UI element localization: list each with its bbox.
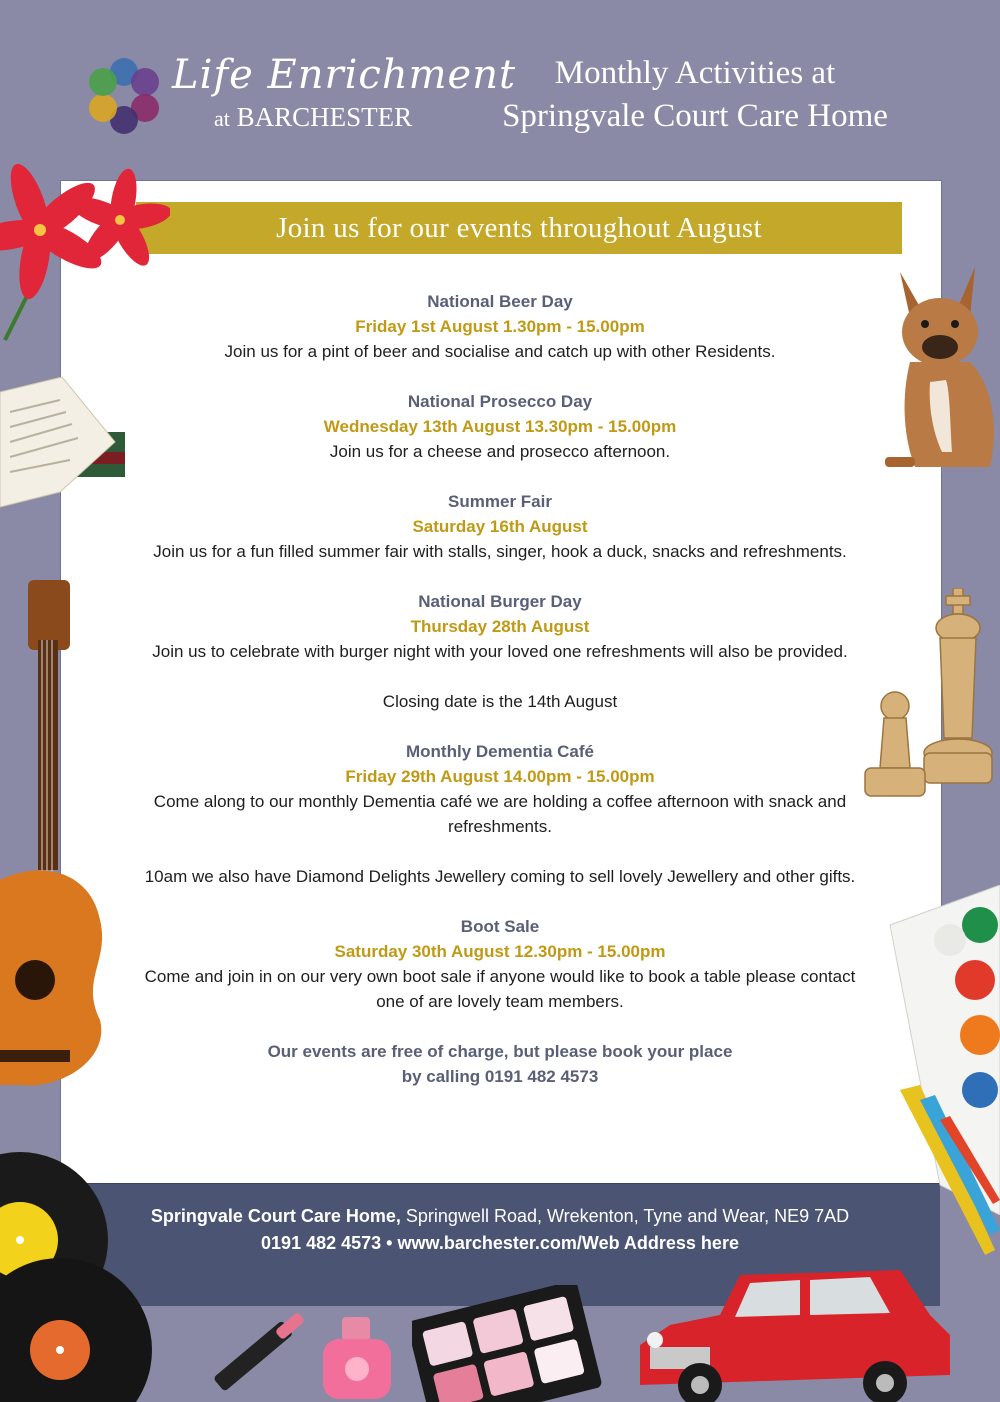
- lipstick-icon: [190, 1310, 310, 1402]
- event-item: [110, 389, 890, 464]
- event-title: National Prosecco Day: [407, 392, 593, 411]
- events-banner: Join us for our events throughout August: [136, 202, 902, 254]
- event-description: Come along to our monthly Dementia café we are holding a coffee afternoon with snack and refreshments.: [153, 792, 847, 836]
- footer-content: [120, 1203, 880, 1257]
- event-title: Summer Fair: [448, 492, 552, 511]
- event-description: Join us for a cheese and prosecco afternoon.: [329, 442, 671, 461]
- event-note: 10am we also have Diamond Delights Jewellery coming to sell lovely Jewellery and other gifts.: [144, 867, 856, 886]
- footer-web-link[interactable]: www.barchester.com/Web Address here: [397, 1233, 739, 1253]
- event-description: Join us to celebrate with burger night with your loved one refreshments will also be provided.: [152, 642, 848, 661]
- event-item: [110, 289, 890, 364]
- event-item: [110, 489, 890, 564]
- event-date: Friday 1st August 1.30pm - 15.00pm: [355, 317, 645, 336]
- guitar-icon: [0, 580, 120, 1090]
- paintbrush-icon: [895, 1080, 1000, 1260]
- logo-script-text: Life Enrichment: [172, 52, 517, 98]
- event-item: [110, 914, 890, 1014]
- red-mini-car-icon: [630, 1255, 960, 1402]
- event-title: Monthly Dementia Café: [406, 742, 594, 761]
- cta-line-1: Our events are free of charge, but please book your place: [267, 1042, 733, 1061]
- title-line-2: Springvale Court Care Home: [502, 98, 888, 134]
- barchester-logo: [84, 52, 517, 142]
- booking-call-to-action: [110, 1039, 890, 1089]
- event-date: Saturday 16th August: [412, 517, 588, 536]
- event-date: Saturday 30th August 12.30pm - 15.00pm: [334, 942, 666, 961]
- event-date: Friday 29th August 14.00pm - 15.00pm: [345, 767, 655, 786]
- footer-contact-line: [120, 1230, 880, 1257]
- event-item: [110, 589, 890, 664]
- cta-line-2: by calling 0191 482 4573: [401, 1067, 599, 1086]
- nail-polish-icon: [318, 1315, 398, 1402]
- event-description: Join us for a fun filled summer fair with stalls, singer, hook a duck, snacks and refreshments.: [153, 542, 847, 561]
- logo-at: at: [214, 106, 230, 131]
- logo-brand: BARCHESTER: [236, 102, 413, 132]
- flower-logo-icon: [84, 56, 164, 136]
- event-item: [110, 739, 890, 839]
- vinyl-record-icon: [0, 1150, 160, 1402]
- event-description: Join us for a pint of beer and socialise and catch up with other Residents.: [224, 342, 776, 361]
- open-book-icon: [0, 372, 130, 517]
- event-date: Thursday 28th August: [410, 617, 590, 636]
- title-line-1: Monthly Activities at: [554, 55, 836, 91]
- footer-separator: •: [386, 1233, 393, 1253]
- event-title: National Beer Day: [427, 292, 573, 311]
- page-title: [490, 52, 900, 138]
- footer-address-line: [120, 1203, 880, 1230]
- event-description: Come and join in on our very own boot sale if anyone would like to book a table please contact one of are lovely team members.: [144, 967, 856, 1011]
- event-title: National Burger Day: [418, 592, 582, 611]
- eyeshadow-palette-icon: [412, 1285, 602, 1402]
- event-date: Wednesday 13th August 13.30pm - 15.00pm: [323, 417, 677, 436]
- logo-subtitle: [214, 102, 412, 133]
- event-title: Boot Sale: [460, 917, 540, 936]
- event-note: Closing date is the 14th August: [382, 692, 618, 711]
- chess-pieces-icon: [860, 588, 1000, 803]
- footer-phone[interactable]: 0191 482 4573: [261, 1233, 382, 1253]
- care-home-name: Springvale Court Care Home,: [150, 1206, 401, 1226]
- events-list: [110, 289, 890, 1089]
- red-flower-icon: [0, 150, 170, 350]
- care-home-address: Springwell Road, Wrekenton, Tyne and Wear, NE9 7AD: [405, 1206, 850, 1226]
- french-bulldog-icon: [880, 262, 1000, 472]
